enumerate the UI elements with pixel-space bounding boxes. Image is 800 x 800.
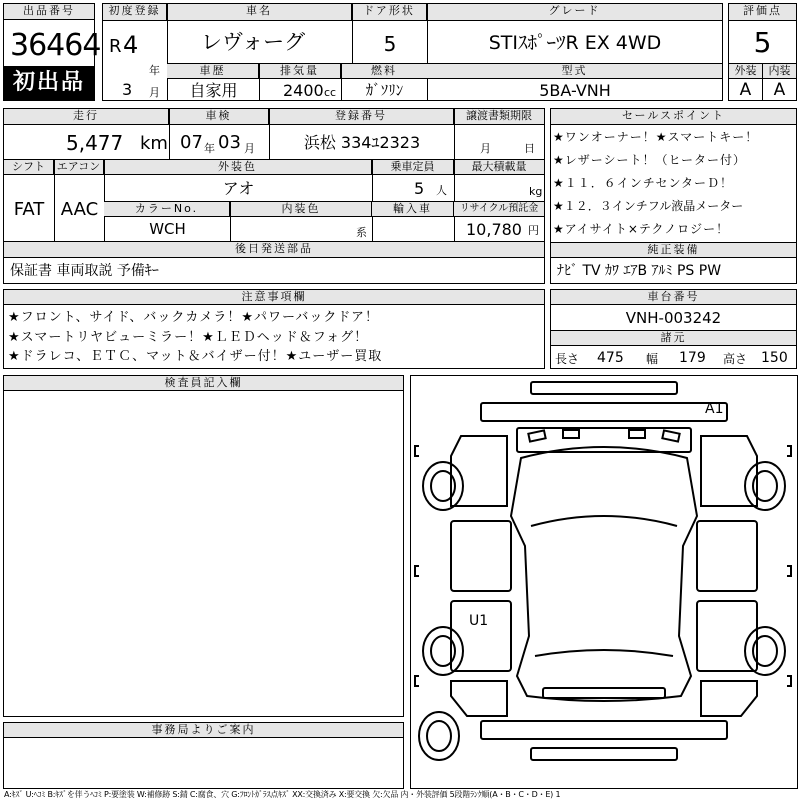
exterior-color: アオ xyxy=(222,179,255,198)
overall-score: 5 xyxy=(753,26,772,59)
sales-point-4: ★１２．３インチフル液晶メーター xyxy=(553,199,744,213)
first-reg-month: 3 xyxy=(122,80,133,99)
lot-box xyxy=(3,3,101,101)
legend-footer: A:ｷｽﾞ U:ﾍｺﾐ B:ｷｽﾞを伴うﾍｺﾐ P:要塗装 W:補修跡 S:錆 C:腐食、穴 G:ﾌﾛﾝﾄｶﾞﾗｽ点ｷｽﾞ XX:交換済み X:要交換 欠:欠品 内・外装評価 5段階ﾗﾝｸ順(A・B・C・D・E) 1 xyxy=(4,790,561,799)
inspection-year: 07 xyxy=(180,132,203,153)
transfer-day-unit: 日 xyxy=(524,142,535,155)
first-reg-era: R xyxy=(109,36,122,57)
import-header: 輸入車 xyxy=(372,202,454,217)
transfer-header: 譲渡書類期限 xyxy=(454,109,544,125)
plate-header: 登録番号 xyxy=(269,109,454,125)
door-header: ドア形状 xyxy=(352,4,427,21)
interior-color-header: 内装色 xyxy=(231,202,372,217)
car-name-header: 車名 xyxy=(167,4,352,21)
inspection-month-unit: 月 xyxy=(244,142,255,155)
chassis-box xyxy=(550,289,797,369)
notes-line-3: ★ドラレコ、ＥＴＣ、マット＆バイザー付！★ユーザー買取 xyxy=(8,349,383,364)
equipment-box xyxy=(550,242,797,284)
model-header: 型式 xyxy=(427,64,722,79)
first-reg-header: 初度登録 xyxy=(103,4,167,21)
car-name: レヴォーグ xyxy=(201,30,306,54)
inspection-header: 車検 xyxy=(169,109,269,125)
shift-header: シフト xyxy=(4,160,54,175)
mileage-unit: km xyxy=(140,133,168,154)
capacity-header: 乗車定員 xyxy=(372,160,454,175)
damage-mark-u1: U1 xyxy=(469,613,489,629)
notes-header: 注意事項欄 xyxy=(4,290,544,305)
recycle-header: リサイクル預託金 xyxy=(454,202,544,217)
lot-header: 出品番号 xyxy=(4,4,94,20)
damage-mark-a1: A1 xyxy=(705,401,724,417)
first-reg-year-unit: 年 xyxy=(149,64,160,77)
dims-header: 諸元 xyxy=(551,331,796,346)
height-value: 150 xyxy=(761,350,788,366)
length-label: 長さ xyxy=(555,352,580,366)
first-reg-month-unit: 月 xyxy=(149,86,160,99)
lot-number: 36464 xyxy=(10,28,101,63)
transfer-month-unit: 月 xyxy=(480,142,491,155)
width-value: 179 xyxy=(679,350,706,366)
fuel-type: ｶﾞｿﾘﾝ xyxy=(365,81,404,99)
notes-line-1: ★フロント、サイド、バックカメラ！★パワーバックドア！ xyxy=(8,310,380,325)
inspector-header: 検査員記入欄 xyxy=(4,376,403,391)
first-listing-label: 初出品 xyxy=(12,70,85,95)
exterior-grade: A xyxy=(739,80,752,100)
load-unit: kg xyxy=(529,185,543,198)
sales-point-2: ★レザーシート！（ヒーター付） xyxy=(553,153,747,167)
chassis-header: 車台番号 xyxy=(551,290,796,305)
car-basics-box xyxy=(102,3,723,101)
length-value: 475 xyxy=(597,350,624,366)
plate-number: 浜松 334ﾕ2323 xyxy=(303,133,421,152)
height-label: 高さ xyxy=(723,352,748,366)
interior-grade: A xyxy=(773,80,786,100)
fuel-header: 燃料 xyxy=(341,64,427,79)
ac-value: AAC xyxy=(60,199,99,220)
car-diagram xyxy=(411,376,797,788)
inspection-year-unit: 年 xyxy=(204,142,215,155)
vehicle-details-box xyxy=(3,108,545,258)
office-box xyxy=(3,722,404,789)
recycle-fee-unit: 円 xyxy=(528,224,539,237)
color-no-header: カラーNo. xyxy=(104,202,230,217)
sales-point-3: ★１１．６インチセンターＤ！ xyxy=(553,176,734,190)
score-box xyxy=(728,3,797,101)
inspector-box xyxy=(3,375,404,717)
grade-value: STIｽﾎﾟｰﾂR EX 4WD xyxy=(488,32,662,54)
width-label: 幅 xyxy=(646,352,659,366)
displacement-unit: cc xyxy=(324,86,337,99)
mileage-value: 5,477 xyxy=(66,131,124,155)
chassis-number: VNH-003242 xyxy=(625,309,722,327)
sales-points-box xyxy=(550,108,797,243)
later-parts-header: 後日発送部品 xyxy=(4,242,544,257)
equipment-header: 純正装備 xyxy=(551,243,796,258)
capacity-value: 5 xyxy=(414,179,425,198)
displacement-header: 排気量 xyxy=(259,64,341,79)
first-reg-year: 4 xyxy=(123,31,139,59)
damage-diagram-box xyxy=(410,375,798,789)
sales-point-1: ★ワンオーナー！★スマートキー！ xyxy=(553,130,759,144)
history-header: 車歴 xyxy=(167,64,259,79)
inspection-month: 03 xyxy=(218,132,241,153)
sales-points-header: セールスポイント xyxy=(551,109,796,125)
grade-header: グレード xyxy=(427,4,722,21)
load-header: 最大積載量 xyxy=(454,160,544,175)
sales-point-5: ★アイサイト×テクノロジー！ xyxy=(553,222,730,236)
first-listing-badge xyxy=(4,66,94,100)
notes-line-2: ★スマートリヤビューミラー！★ＬＥＤヘッド＆フォグ！ xyxy=(8,330,369,345)
later-parts-list: 保証書 車両取説 予備ｷｰ xyxy=(10,263,159,279)
displacement-value: 2400 xyxy=(283,81,324,100)
interior-grade-header: 内装 xyxy=(763,64,796,79)
score-header: 評価点 xyxy=(729,4,796,21)
vehicle-history: 自家用 xyxy=(189,81,238,100)
color-header: 外装色 xyxy=(104,160,372,175)
equipment-list: ﾅﾋﾞ TV ｶﾜ ｴｱB ｱﾙﾐ PS PW xyxy=(557,263,722,279)
capacity-unit: 人 xyxy=(436,184,447,197)
interior-color-unit: 系 xyxy=(356,226,367,239)
model-code: 5BA-VNH xyxy=(539,81,611,100)
ac-header: エアコン xyxy=(54,160,104,175)
notes-box xyxy=(3,289,545,369)
shift-value: FAT xyxy=(13,199,45,220)
recycle-fee: 10,780 xyxy=(466,220,522,239)
later-parts-box xyxy=(3,257,545,284)
exterior-grade-header: 外装 xyxy=(729,64,762,79)
color-number: WCH xyxy=(149,220,186,238)
mileage-header: 走行 xyxy=(4,109,169,125)
office-header: 事務局よりご案内 xyxy=(4,723,403,738)
door-count: 5 xyxy=(383,32,397,56)
